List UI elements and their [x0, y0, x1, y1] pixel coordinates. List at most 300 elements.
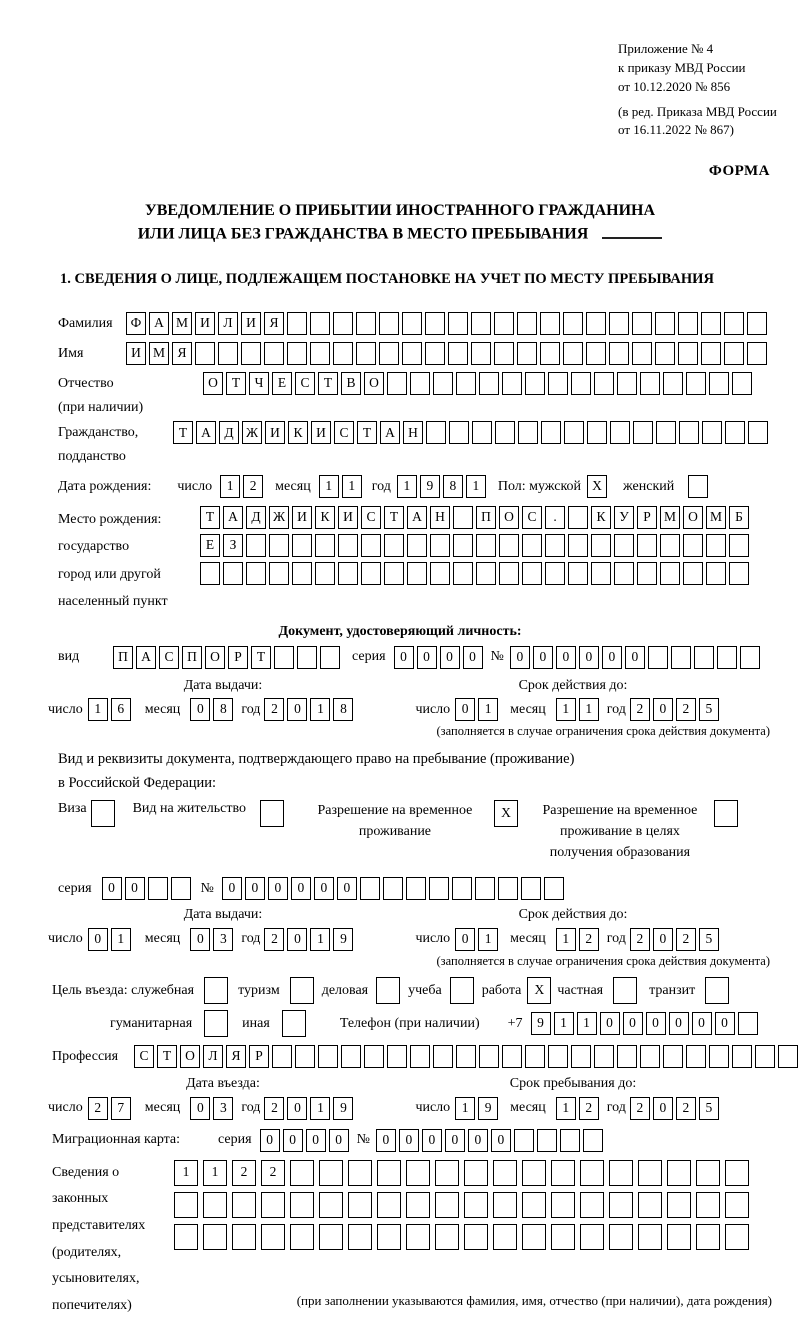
form-cell[interactable]: [540, 342, 560, 365]
purpose-private-checkbox[interactable]: [613, 977, 637, 1004]
form-cell[interactable]: [174, 1224, 198, 1250]
form-cell[interactable]: [425, 312, 445, 335]
form-cell[interactable]: П: [113, 646, 133, 669]
form-cell[interactable]: [290, 977, 314, 1004]
form-cell[interactable]: [410, 1045, 430, 1068]
form-cell[interactable]: 0: [287, 928, 307, 951]
form-cell[interactable]: 1: [478, 698, 498, 721]
form-cell[interactable]: [494, 342, 514, 365]
form-cell[interactable]: [348, 1160, 372, 1186]
form-cell[interactable]: [384, 562, 404, 585]
form-cell[interactable]: [407, 534, 427, 557]
form-cell[interactable]: [310, 312, 330, 335]
form-cell[interactable]: 1: [111, 928, 131, 951]
form-cell[interactable]: С: [522, 506, 542, 529]
form-cell[interactable]: [678, 342, 698, 365]
form-cell[interactable]: [545, 562, 565, 585]
purpose-official-checkbox[interactable]: [204, 977, 228, 1004]
form-cell[interactable]: 9: [478, 1097, 498, 1120]
form-cell[interactable]: С: [334, 421, 354, 444]
sex-female-checkbox[interactable]: [688, 475, 708, 498]
form-cell[interactable]: [174, 1192, 198, 1218]
stay-valid-month-field[interactable]: [556, 928, 599, 951]
form-cell[interactable]: X: [494, 800, 518, 827]
form-cell[interactable]: [502, 372, 522, 395]
form-cell[interactable]: [609, 1224, 633, 1250]
form-cell[interactable]: [297, 646, 317, 669]
purpose-business-checkbox[interactable]: [376, 977, 400, 1004]
form-cell[interactable]: 2: [630, 698, 650, 721]
form-cell[interactable]: [748, 421, 768, 444]
form-cell[interactable]: [379, 342, 399, 365]
form-cell[interactable]: [747, 312, 767, 335]
form-cell[interactable]: [364, 1045, 384, 1068]
form-cell[interactable]: 0: [245, 877, 265, 900]
form-cell[interactable]: Р: [228, 646, 248, 669]
form-cell[interactable]: [472, 421, 492, 444]
form-cell[interactable]: [571, 1045, 591, 1068]
form-cell[interactable]: 0: [692, 1012, 712, 1035]
form-cell[interactable]: [387, 372, 407, 395]
form-cell[interactable]: [548, 372, 568, 395]
form-cell[interactable]: Т: [318, 372, 338, 395]
form-cell[interactable]: 2: [579, 928, 599, 951]
form-cell[interactable]: 0: [287, 1097, 307, 1120]
form-cell[interactable]: 2: [676, 928, 696, 951]
form-cell[interactable]: [464, 1160, 488, 1186]
form-cell[interactable]: [655, 312, 675, 335]
form-cell[interactable]: [648, 646, 668, 669]
form-cell[interactable]: [671, 646, 691, 669]
form-cell[interactable]: [479, 372, 499, 395]
form-cell[interactable]: [594, 372, 614, 395]
form-cell[interactable]: Н: [403, 421, 423, 444]
form-cell[interactable]: [356, 312, 376, 335]
form-cell[interactable]: [499, 562, 519, 585]
form-cell[interactable]: [456, 372, 476, 395]
form-cell[interactable]: О: [499, 506, 519, 529]
form-cell[interactable]: [499, 534, 519, 557]
form-cell[interactable]: 0: [422, 1129, 442, 1152]
form-cell[interactable]: 2: [630, 928, 650, 951]
form-cell[interactable]: [282, 1010, 306, 1037]
form-cell[interactable]: [290, 1160, 314, 1186]
form-cell[interactable]: [456, 1045, 476, 1068]
form-cell[interactable]: [377, 1160, 401, 1186]
form-cell[interactable]: [348, 1192, 372, 1218]
form-cell[interactable]: 2: [243, 475, 263, 498]
form-cell[interactable]: [376, 977, 400, 1004]
stay-valid-year-field[interactable]: [630, 928, 719, 951]
form-cell[interactable]: [656, 421, 676, 444]
form-cell[interactable]: [333, 312, 353, 335]
form-cell[interactable]: 1: [310, 698, 330, 721]
form-cell[interactable]: [274, 646, 294, 669]
form-cell[interactable]: [663, 372, 683, 395]
form-cell[interactable]: [632, 342, 652, 365]
form-cell[interactable]: [545, 534, 565, 557]
form-cell[interactable]: [709, 1045, 729, 1068]
form-cell[interactable]: X: [587, 475, 607, 498]
form-cell[interactable]: [450, 977, 474, 1004]
form-cell[interactable]: [717, 646, 737, 669]
form-cell[interactable]: [200, 562, 220, 585]
form-cell[interactable]: 0: [715, 1012, 735, 1035]
form-cell[interactable]: [568, 562, 588, 585]
form-cell[interactable]: С: [295, 372, 315, 395]
form-cell[interactable]: С: [134, 1045, 154, 1068]
form-cell[interactable]: Д: [246, 506, 266, 529]
form-cell[interactable]: 1: [203, 1160, 227, 1186]
form-cell[interactable]: 0: [125, 877, 145, 900]
form-cell[interactable]: [614, 562, 634, 585]
form-cell[interactable]: [725, 421, 745, 444]
form-cell[interactable]: [493, 1160, 517, 1186]
form-cell[interactable]: [586, 342, 606, 365]
form-cell[interactable]: 8: [443, 475, 463, 498]
temp-residence-checkbox[interactable]: [494, 800, 518, 827]
form-cell[interactable]: А: [149, 312, 169, 335]
form-cell[interactable]: Т: [226, 372, 246, 395]
form-cell[interactable]: [568, 534, 588, 557]
form-cell[interactable]: [377, 1224, 401, 1250]
form-cell[interactable]: [318, 1045, 338, 1068]
form-cell[interactable]: [725, 1192, 749, 1218]
form-cell[interactable]: [264, 342, 284, 365]
form-cell[interactable]: [406, 1160, 430, 1186]
form-cell[interactable]: [203, 1192, 227, 1218]
form-cell[interactable]: [514, 1129, 534, 1152]
form-cell[interactable]: [586, 312, 606, 335]
form-cell[interactable]: А: [223, 506, 243, 529]
form-cell[interactable]: [292, 562, 312, 585]
stay-valid-day-field[interactable]: [455, 928, 498, 951]
form-cell[interactable]: X: [527, 977, 551, 1004]
form-cell[interactable]: И: [265, 421, 285, 444]
temp-residence-edu-checkbox[interactable]: [714, 800, 738, 827]
stay-doc-series-field[interactable]: [102, 877, 191, 900]
form-cell[interactable]: [493, 1192, 517, 1218]
form-cell[interactable]: 1: [397, 475, 417, 498]
form-cell[interactable]: 0: [510, 646, 530, 669]
form-cell[interactable]: Д: [219, 421, 239, 444]
form-cell[interactable]: П: [476, 506, 496, 529]
form-cell[interactable]: 0: [376, 1129, 396, 1152]
birth-place-field-row3[interactable]: [200, 562, 749, 585]
form-cell[interactable]: [522, 562, 542, 585]
form-cell[interactable]: [260, 800, 284, 827]
stay-until-year-field[interactable]: [630, 1097, 719, 1120]
form-cell[interactable]: 0: [653, 1097, 673, 1120]
form-cell[interactable]: [319, 1224, 343, 1250]
form-cell[interactable]: 0: [579, 646, 599, 669]
form-cell[interactable]: [564, 421, 584, 444]
form-cell[interactable]: [679, 421, 699, 444]
representatives-field-row1[interactable]: [174, 1160, 751, 1186]
form-cell[interactable]: И: [241, 312, 261, 335]
sex-male-checkbox[interactable]: [587, 475, 607, 498]
birth-day-field[interactable]: [220, 475, 263, 498]
form-cell[interactable]: [203, 1224, 227, 1250]
form-cell[interactable]: 0: [399, 1129, 419, 1152]
form-cell[interactable]: 0: [337, 877, 357, 900]
migration-card-series-field[interactable]: [260, 1129, 349, 1152]
form-cell[interactable]: [290, 1192, 314, 1218]
form-cell[interactable]: .: [545, 506, 565, 529]
form-cell[interactable]: [614, 534, 634, 557]
form-cell[interactable]: 8: [213, 698, 233, 721]
form-cell[interactable]: [261, 1224, 285, 1250]
form-cell[interactable]: 1: [556, 928, 576, 951]
form-cell[interactable]: З: [223, 534, 243, 557]
form-cell[interactable]: [435, 1192, 459, 1218]
form-cell[interactable]: [402, 342, 422, 365]
stay-until-day-field[interactable]: [455, 1097, 498, 1120]
doc-valid-month-field[interactable]: [556, 698, 599, 721]
form-cell[interactable]: [448, 312, 468, 335]
form-cell[interactable]: [706, 534, 726, 557]
form-cell[interactable]: [287, 342, 307, 365]
form-cell[interactable]: [341, 1045, 361, 1068]
form-cell[interactable]: [667, 1160, 691, 1186]
form-cell[interactable]: [714, 800, 738, 827]
form-cell[interactable]: [232, 1192, 256, 1218]
form-cell[interactable]: [729, 562, 749, 585]
form-cell[interactable]: [407, 562, 427, 585]
birth-place-field-row2[interactable]: [200, 534, 749, 557]
form-cell[interactable]: [594, 1045, 614, 1068]
form-cell[interactable]: [667, 1192, 691, 1218]
doc-number-field[interactable]: [510, 646, 760, 669]
form-cell[interactable]: [701, 342, 721, 365]
form-cell[interactable]: 5: [699, 1097, 719, 1120]
form-cell[interactable]: Я: [172, 342, 192, 365]
entry-year-field[interactable]: [264, 1097, 353, 1120]
form-cell[interactable]: 0: [394, 646, 414, 669]
form-cell[interactable]: М: [149, 342, 169, 365]
form-cell[interactable]: [453, 506, 473, 529]
form-cell[interactable]: [609, 312, 629, 335]
doc-valid-year-field[interactable]: [630, 698, 719, 721]
form-cell[interactable]: [617, 1045, 637, 1068]
purpose-tourism-checkbox[interactable]: [290, 977, 314, 1004]
form-cell[interactable]: 8: [333, 698, 353, 721]
form-cell[interactable]: [778, 1045, 798, 1068]
form-cell[interactable]: 0: [314, 877, 334, 900]
form-cell[interactable]: 1: [478, 928, 498, 951]
form-cell[interactable]: 0: [287, 698, 307, 721]
form-cell[interactable]: [725, 1224, 749, 1250]
form-cell[interactable]: [171, 877, 191, 900]
form-cell[interactable]: [223, 562, 243, 585]
form-cell[interactable]: 1: [220, 475, 240, 498]
form-cell[interactable]: 0: [669, 1012, 689, 1035]
form-cell[interactable]: 2: [232, 1160, 256, 1186]
form-cell[interactable]: [377, 1192, 401, 1218]
residence-permit-checkbox[interactable]: [260, 800, 284, 827]
form-cell[interactable]: [638, 1160, 662, 1186]
form-cell[interactable]: 0: [440, 646, 460, 669]
form-cell[interactable]: [609, 1160, 633, 1186]
form-cell[interactable]: О: [205, 646, 225, 669]
form-cell[interactable]: [269, 562, 289, 585]
form-cell[interactable]: Ф: [126, 312, 146, 335]
form-cell[interactable]: [406, 1192, 430, 1218]
form-cell[interactable]: [610, 421, 630, 444]
form-cell[interactable]: И: [292, 506, 312, 529]
form-cell[interactable]: [406, 1224, 430, 1250]
form-cell[interactable]: А: [407, 506, 427, 529]
form-cell[interactable]: И: [338, 506, 358, 529]
form-cell[interactable]: [521, 877, 541, 900]
form-cell[interactable]: [563, 342, 583, 365]
form-cell[interactable]: [320, 646, 340, 669]
form-cell[interactable]: [338, 534, 358, 557]
form-cell[interactable]: [705, 977, 729, 1004]
form-cell[interactable]: Ж: [269, 506, 289, 529]
form-cell[interactable]: [518, 421, 538, 444]
doc-series-field[interactable]: [394, 646, 483, 669]
form-cell[interactable]: 0: [283, 1129, 303, 1152]
form-cell[interactable]: 0: [455, 698, 475, 721]
form-cell[interactable]: [540, 312, 560, 335]
form-cell[interactable]: М: [172, 312, 192, 335]
form-cell[interactable]: [498, 877, 518, 900]
form-cell[interactable]: П: [182, 646, 202, 669]
form-cell[interactable]: Т: [200, 506, 220, 529]
form-cell[interactable]: 2: [264, 698, 284, 721]
form-cell[interactable]: [333, 342, 353, 365]
form-cell[interactable]: И: [311, 421, 331, 444]
form-cell[interactable]: К: [288, 421, 308, 444]
form-cell[interactable]: О: [180, 1045, 200, 1068]
form-cell[interactable]: [292, 534, 312, 557]
form-cell[interactable]: [517, 312, 537, 335]
form-cell[interactable]: 0: [102, 877, 122, 900]
form-cell[interactable]: [724, 312, 744, 335]
form-cell[interactable]: О: [203, 372, 223, 395]
form-cell[interactable]: 1: [577, 1012, 597, 1035]
form-cell[interactable]: Н: [430, 506, 450, 529]
form-cell[interactable]: [348, 1224, 372, 1250]
form-cell[interactable]: [471, 342, 491, 365]
form-cell[interactable]: [433, 1045, 453, 1068]
form-cell[interactable]: [448, 342, 468, 365]
form-cell[interactable]: [709, 372, 729, 395]
form-cell[interactable]: [494, 312, 514, 335]
form-cell[interactable]: [338, 562, 358, 585]
form-cell[interactable]: [356, 342, 376, 365]
form-cell[interactable]: М: [660, 506, 680, 529]
form-cell[interactable]: Р: [637, 506, 657, 529]
form-cell[interactable]: [384, 534, 404, 557]
last-name-field[interactable]: [126, 312, 767, 335]
form-cell[interactable]: [580, 1224, 604, 1250]
form-cell[interactable]: [580, 1160, 604, 1186]
form-cell[interactable]: К: [315, 506, 335, 529]
form-cell[interactable]: [435, 1224, 459, 1250]
form-cell[interactable]: [290, 1224, 314, 1250]
form-cell[interactable]: [637, 534, 657, 557]
form-cell[interactable]: [261, 1192, 285, 1218]
form-cell[interactable]: 2: [630, 1097, 650, 1120]
form-cell[interactable]: 7: [111, 1097, 131, 1120]
form-cell[interactable]: 0: [190, 1097, 210, 1120]
form-cell[interactable]: 6: [111, 698, 131, 721]
form-cell[interactable]: 0: [600, 1012, 620, 1035]
representatives-field-row2[interactable]: [174, 1192, 751, 1218]
form-cell[interactable]: [747, 342, 767, 365]
form-cell[interactable]: [272, 1045, 292, 1068]
birth-year-field[interactable]: [397, 475, 486, 498]
form-cell[interactable]: [495, 421, 515, 444]
form-cell[interactable]: 9: [420, 475, 440, 498]
form-cell[interactable]: [663, 1045, 683, 1068]
form-cell[interactable]: [502, 1045, 522, 1068]
form-cell[interactable]: [678, 312, 698, 335]
form-cell[interactable]: 0: [556, 646, 576, 669]
form-cell[interactable]: [379, 312, 399, 335]
form-cell[interactable]: 0: [623, 1012, 643, 1035]
entry-month-field[interactable]: [190, 1097, 233, 1120]
form-cell[interactable]: 2: [88, 1097, 108, 1120]
form-cell[interactable]: [493, 1224, 517, 1250]
form-cell[interactable]: [686, 372, 706, 395]
form-cell[interactable]: [683, 562, 703, 585]
form-cell[interactable]: Я: [226, 1045, 246, 1068]
form-cell[interactable]: [475, 877, 495, 900]
form-cell[interactable]: [232, 1224, 256, 1250]
form-cell[interactable]: О: [683, 506, 703, 529]
form-cell[interactable]: [479, 1045, 499, 1068]
profession-field[interactable]: [134, 1045, 798, 1068]
form-cell[interactable]: [729, 534, 749, 557]
form-cell[interactable]: [667, 1224, 691, 1250]
form-cell[interactable]: [361, 534, 381, 557]
form-cell[interactable]: 9: [333, 1097, 353, 1120]
form-cell[interactable]: [725, 1160, 749, 1186]
form-cell[interactable]: [522, 1160, 546, 1186]
form-cell[interactable]: [218, 342, 238, 365]
form-cell[interactable]: 5: [699, 928, 719, 951]
form-cell[interactable]: [732, 372, 752, 395]
form-cell[interactable]: [637, 562, 657, 585]
form-cell[interactable]: 2: [676, 698, 696, 721]
birth-place-field-row1[interactable]: [200, 506, 749, 529]
form-cell[interactable]: [638, 1192, 662, 1218]
form-cell[interactable]: [609, 342, 629, 365]
stay-issue-month-field[interactable]: [190, 928, 233, 951]
form-cell[interactable]: С: [159, 646, 179, 669]
form-cell[interactable]: 0: [445, 1129, 465, 1152]
form-cell[interactable]: 3: [213, 928, 233, 951]
form-cell[interactable]: [430, 562, 450, 585]
form-cell[interactable]: 1: [342, 475, 362, 498]
form-cell[interactable]: [525, 1045, 545, 1068]
form-cell[interactable]: [246, 534, 266, 557]
form-cell[interactable]: [406, 877, 426, 900]
form-cell[interactable]: 9: [333, 928, 353, 951]
form-cell[interactable]: 0: [190, 928, 210, 951]
form-cell[interactable]: [696, 1160, 720, 1186]
form-cell[interactable]: [464, 1224, 488, 1250]
form-cell[interactable]: [587, 421, 607, 444]
form-cell[interactable]: [548, 1045, 568, 1068]
form-cell[interactable]: [632, 312, 652, 335]
form-cell[interactable]: 0: [653, 928, 673, 951]
entry-day-field[interactable]: [88, 1097, 131, 1120]
form-cell[interactable]: [148, 877, 168, 900]
